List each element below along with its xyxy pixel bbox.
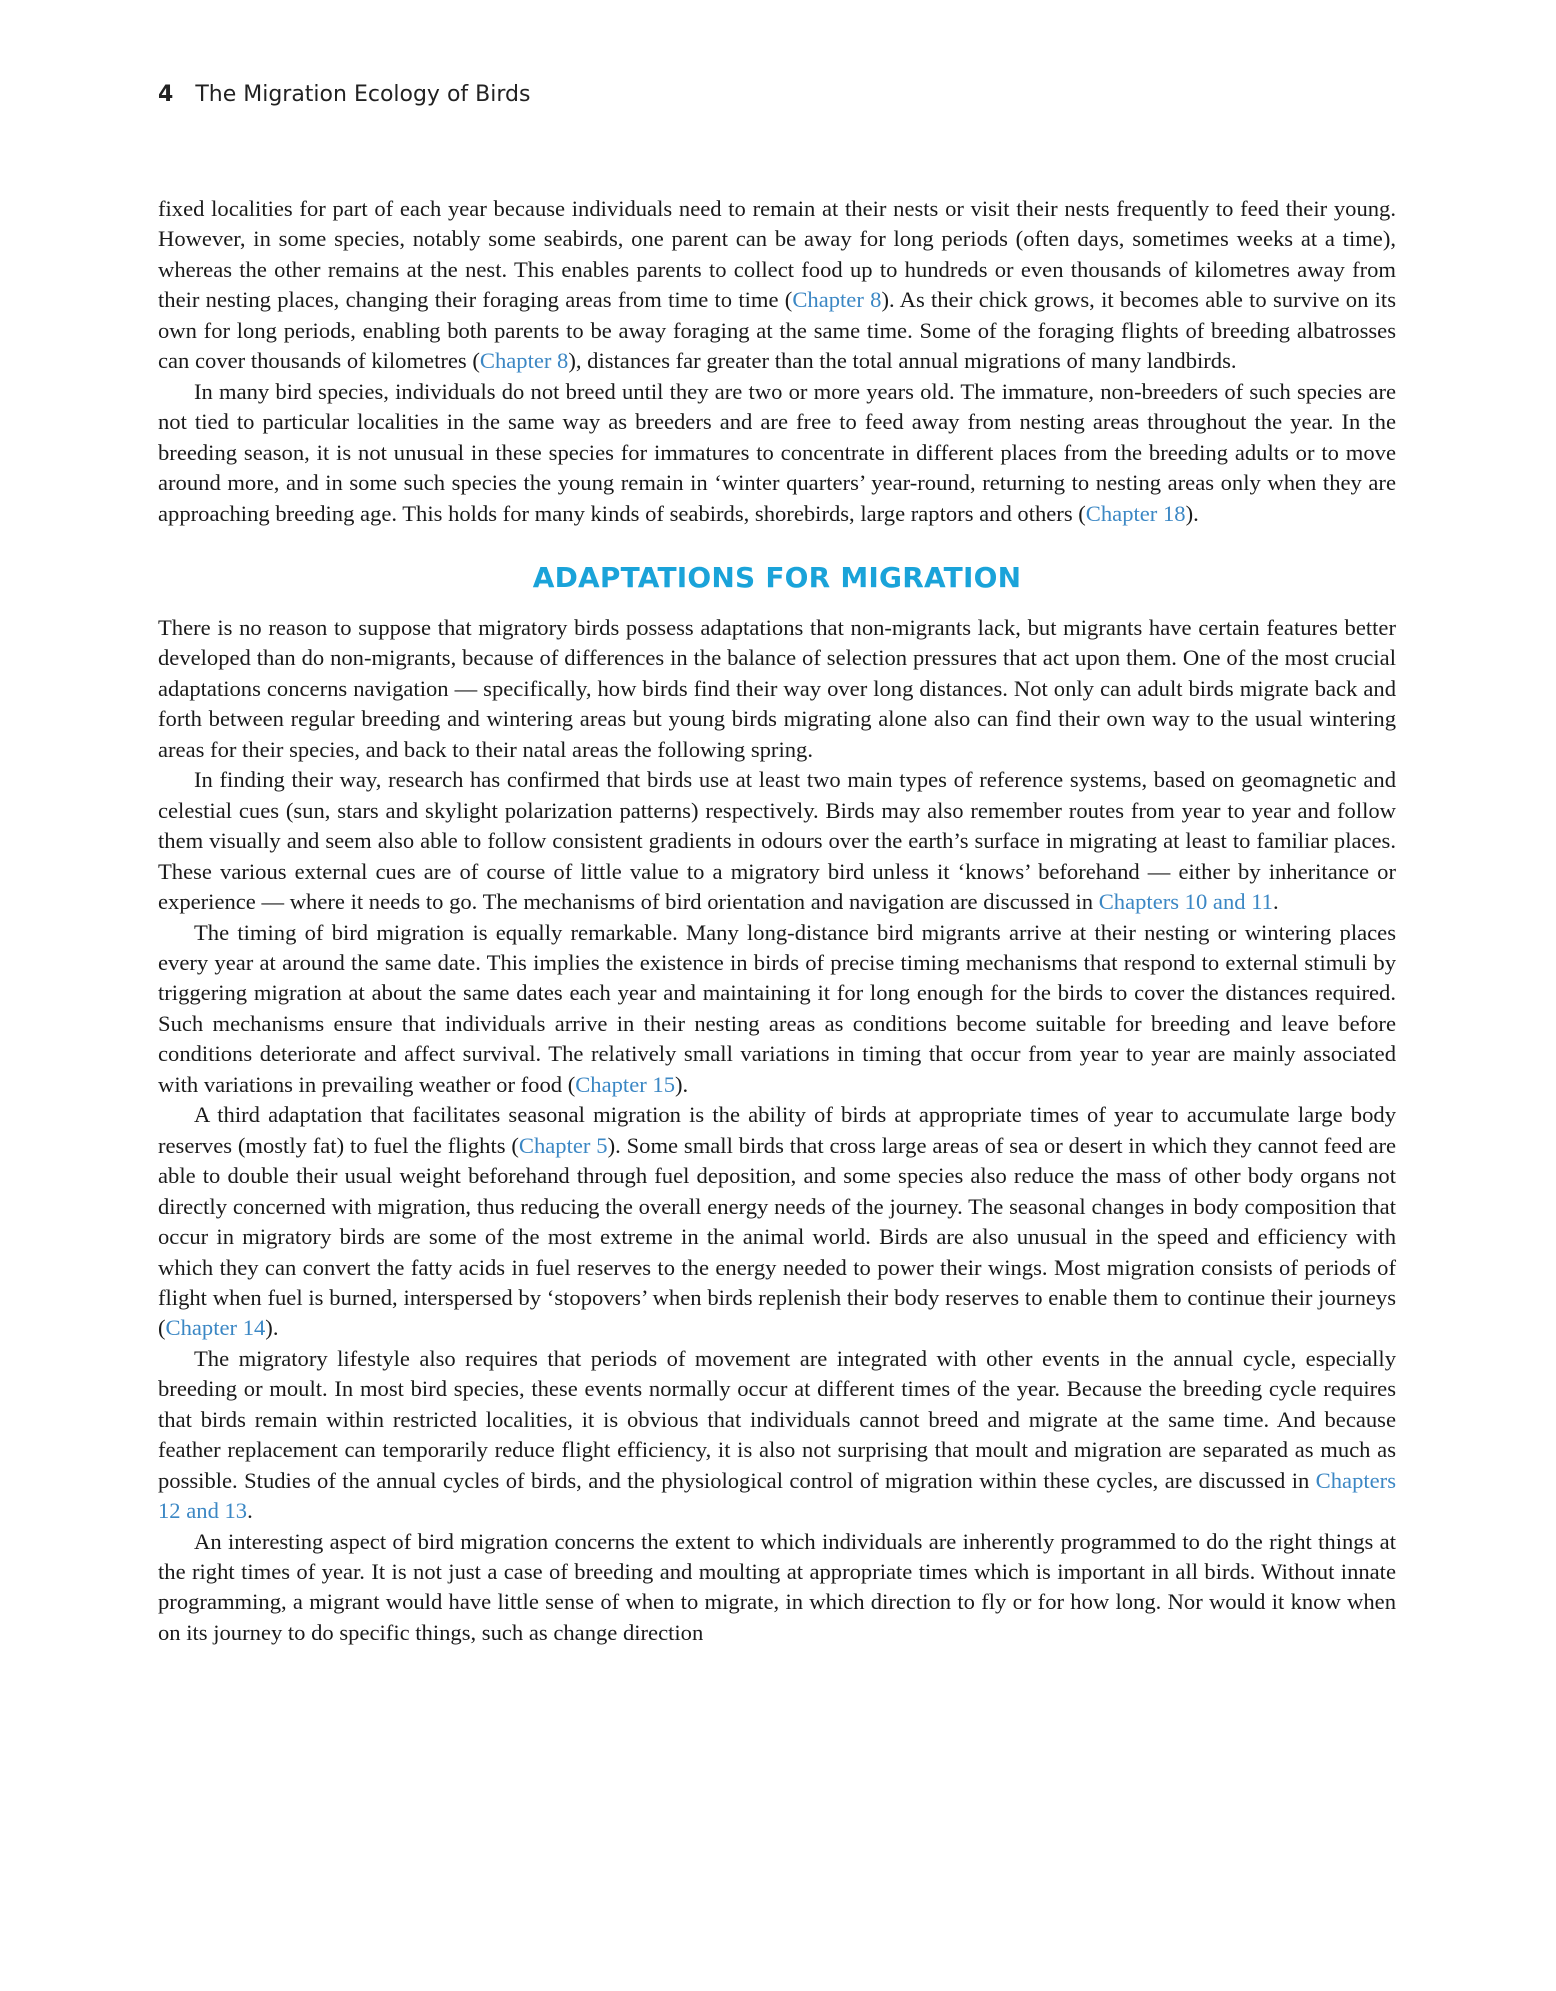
paragraph-text: The migratory lifestyle also requires that periods of movement are integrated with other events in the annual cycle, especially breeding or moult. In most bird species, these events normally occur at different times of the year. Because the breeding cycle requires that birds remain within restricted localities, it is obvious that individuals cannot breed and migrate at the same time. And because feather replacement can temporarily reduce flight efficiency, it is also not surprising that moult and migration are separated as much as possible. Studies of the annual cycles of birds, and the physiological control of migration within these cycles, are discussed in [158,1345,1396,1493]
paragraph-text: There is no reason to suppose that migratory birds possess adaptations that non-migrants lack, but migrants have certain features better developed than do non-migrants, because of differences in the balance of selection pressures that act upon them. One of the most crucial adaptations concerns navigation — specifically, how birds find their way over long distances. Not only can adult birds migrate back and forth between regular breeding and wintering areas but young birds migrating alone also can find their own way to the usual wintering areas for their species, and back to their natal areas the following spring. [158,614,1396,762]
paragraph-5 [158,918,1396,1101]
paragraph-text: ). [1185,500,1199,526]
paragraph-6 [158,1100,1396,1344]
paragraph-text: In finding their way, research has confirmed that birds use at least two main types of reference systems, based on geomagnetic and celestial cues (sun, stars and skylight polarization patterns) respectively. Birds may also remember routes from year to year and follow them visually and seem also able to follow consistent gradients in odours over the earth’s surface in migrating at least to familiar places. These various external cues are of course of little value to a migratory bird unless it ‘knows’ beforehand — either by inheritance or experience — where it needs to go. The mechanisms of bird orientation and navigation are discussed in [158,767,1396,915]
paragraph-text: ). [675,1071,689,1097]
paragraph-text: A third adaptation that facilitates seasonal migration is the ability of birds at appropriate times of year to accumulate large body reserves (mostly fat) to fuel the flights ( [158,1102,1396,1158]
page-number: 4 [158,82,174,107]
paragraph-text: ), distances far greater than the total annual migrations of many landbirds. [568,348,1237,374]
chapter-8-link[interactable]: Chapter 8 [479,348,569,374]
paragraph-text: . [1272,889,1279,915]
chapters-12-13-link[interactable]: Chapters 12 and 13 [158,1467,1396,1524]
chapters-10-11-link[interactable]: Chapters 10 and 11 [1098,889,1273,915]
paragraph-text: ). Some small birds that cross large areas of sea or desert in which they cannot feed are able to double their usual weight beforehand through fuel deposition, and some species also reduce the mass of other body organs not directly concerned with migration, thus reducing the overall energy needs of the journey. The seasonal changes in body composition that occur in migratory birds are some of the most extreme in the animal world. Birds are also unusual in the speed and efficiency with which they can convert the fatty acids in fuel reserves to the energy needed to power their wings. Most migration consists of periods of flight when fuel is burned, interspersed by ‘stopovers’ when birds replenish their body reserves to enable them to continue their journeys ( [158,1132,1397,1341]
chapter-5-link[interactable]: Chapter 5 [518,1132,608,1158]
paragraph-text: An interesting aspect of bird migration concerns the extent to which individuals are inherently programmed to do the right things at the right times of year. It is not just a case of breeding and moulting at appropriate times which is important in all birds. Without innate programming, a migrant would have little sense of when to migrate, in which direction to fly or for how long. Nor would it know when on its journey to do specific things, such as change direction [158,1528,1396,1645]
paragraph-1 [158,194,1396,377]
chapter-14-link[interactable]: Chapter 14 [165,1315,266,1341]
running-head [158,82,530,107]
paragraph-text: In many bird species, individuals do not breed until they are two or more years old. The immature, non-breeders of such species are not tied to particular localities in the same way as breeders and are free to feed away from nesting areas throughout the year. In the breeding season, it is not unusual in these species for immatures to concentrate in different places from the breeding adults or to move around more, and in some such species the young remain in ‘winter quarters’ year-round, returning to nesting areas only when they are approaching breeding age. This holds for many kinds of seabirds, shorebirds, large raptors and others ( [158,378,1396,526]
paragraph-text: . [247,1498,253,1524]
chapter-15-link[interactable]: Chapter 15 [575,1071,675,1097]
chapter-18-link[interactable]: Chapter 18 [1085,500,1186,526]
paragraph-text: fixed localities for part of each year because individuals need to remain at their nests or visit their nests frequently to feed their young. However, in some species, notably some seabirds, one parent can be away for long periods (often days, sometimes weeks at a time), whereas the other remains at the nest. This enables parents to collect food up to hundreds or even thousands of kilometres away from their nesting places, changing their foraging areas from time to time ( [158,196,1396,313]
paragraph-4 [158,765,1396,917]
book-title: The Migration Ecology of Birds [195,82,531,107]
paragraph-text: ). [265,1315,279,1341]
paragraph-8 [158,1527,1396,1649]
paragraph-text: ). As their chick grows, it becomes able to survive on its own for long periods, enabling both parents to be away foraging at the same time. Some of the foraging flights of breeding albatrosses can cover thousands of kilometres ( [158,287,1396,374]
page-body [158,194,1396,1648]
paragraph-7 [158,1344,1396,1527]
section-heading: ADAPTATIONS FOR MIGRATION [532,560,1022,594]
chapter-8-link[interactable]: Chapter 8 [792,287,882,313]
paragraph-2 [158,377,1396,529]
paragraph-3 [158,613,1396,765]
paragraph-text: The timing of bird migration is equally remarkable. Many long-distance bird migrants arrive at their nesting or wintering places every year at around the same date. This implies the existence in birds of precise timing mechanisms that respond to external stimuli by triggering migration at about the same dates each year and maintaining it for long enough for the birds to cover the distances required. Such mechanisms ensure that individuals arrive in their nesting areas as conditions become suitable for breeding and leave before conditions deteriorate and affect survival. The relatively small variations in timing that occur from year to year are mainly associated with variations in prevailing weather or food ( [158,919,1396,1097]
